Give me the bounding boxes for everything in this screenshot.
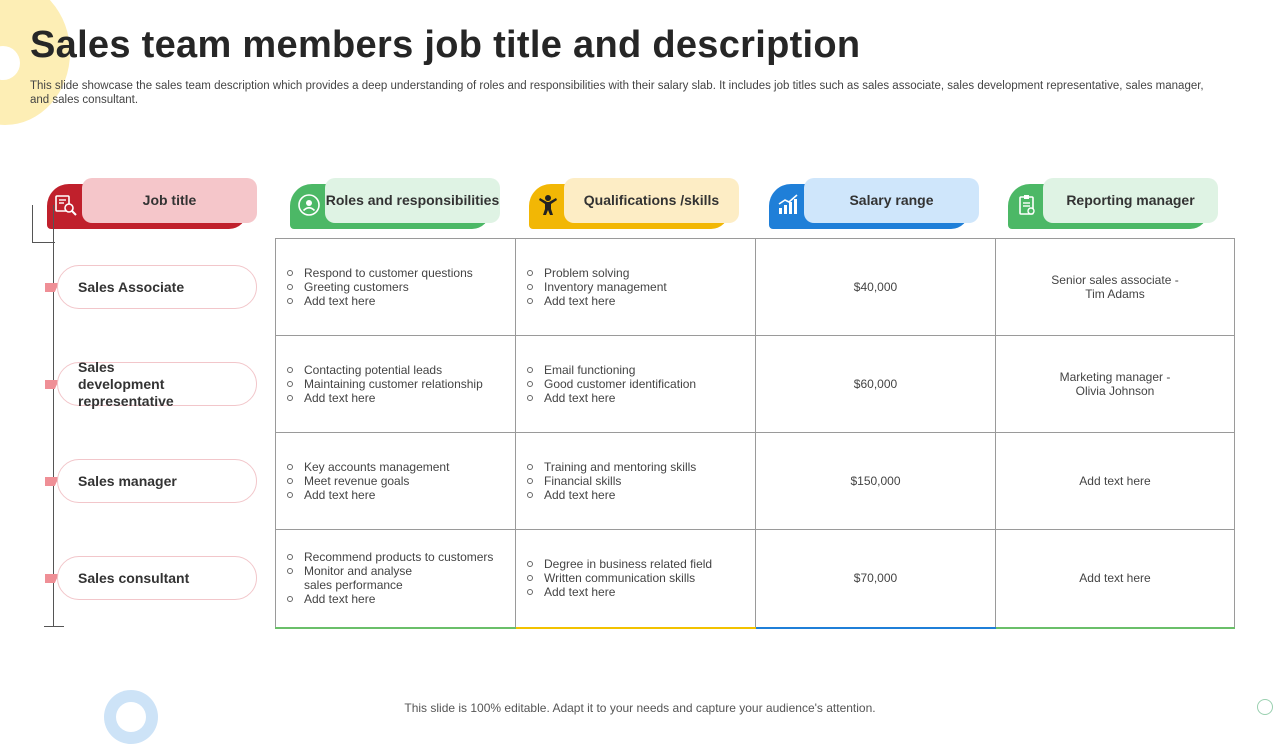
- qualifications-cell: [516, 239, 756, 336]
- table-row: [276, 336, 1235, 433]
- list-item: Recommend products to customers: [286, 550, 515, 564]
- list-item: Training and mentoring skills: [526, 460, 755, 474]
- header-job-title: [47, 178, 257, 229]
- timeline-line: [53, 205, 54, 627]
- manager-cell: [996, 239, 1235, 336]
- achiever-icon: [535, 192, 561, 218]
- header-label: Roles and responsibilities: [325, 178, 500, 223]
- header-label: Salary range: [804, 178, 979, 223]
- list-item: Add text here: [526, 391, 755, 405]
- list-item: Add text here: [286, 488, 515, 502]
- list-item: Email functioning: [526, 363, 755, 377]
- header-roles: [290, 178, 500, 229]
- job-title-label: Sales Associate: [78, 278, 185, 295]
- header-qualifications: [529, 178, 739, 229]
- list-item: Respond to customer questions: [286, 266, 515, 280]
- salary-cell: $70,000: [756, 530, 996, 628]
- header-reporting-manager: [1008, 178, 1218, 229]
- job-title-line-1: Sales: [78, 358, 115, 375]
- growth-chart-icon: [775, 192, 801, 218]
- list-item: Key accounts management: [286, 460, 515, 474]
- salary-cell: $40,000: [756, 239, 996, 336]
- job-title-sales-development-representative: [57, 358, 257, 409]
- timeline-end-tick: [44, 626, 64, 627]
- list-item: Meet revenue goals: [286, 474, 515, 488]
- clipboard-icon: [1014, 192, 1040, 218]
- job-title-label: Sales consultant: [78, 569, 190, 586]
- slide-subtitle: This slide showcase the sales team description which provides a deep understanding of roles and responsibilities with their salary slab. It includes job titles such as sales associate, sales development representative, sales manager, and sales consultant.: [30, 80, 1204, 106]
- list-item: Add text here: [526, 585, 755, 599]
- salary-cell: $150,000: [756, 433, 996, 530]
- manager-line-2: Olivia Johnson: [1075, 384, 1155, 398]
- roles-cell: [276, 336, 516, 433]
- person-circle-icon: [296, 192, 322, 218]
- job-title-sales-consultant: [57, 556, 257, 600]
- list-item: Degree in business related field: [526, 557, 755, 571]
- salary-cell: $60,000: [756, 336, 996, 433]
- list-item: Good customer identification: [526, 377, 755, 391]
- list-item: Problem solving: [526, 266, 755, 280]
- header-label: Qualifications /skills: [564, 178, 739, 223]
- slide-footer: This slide is 100% editable. Adapt it to your needs and capture your audience's attention.: [404, 701, 876, 715]
- roles-cell: [276, 530, 516, 628]
- roles-cell: [276, 239, 516, 336]
- list-item: Financial skills: [526, 474, 755, 488]
- manager-cell: Add text here: [996, 530, 1235, 628]
- list-item: [286, 564, 515, 592]
- roles-cell: [276, 433, 516, 530]
- job-title-sales-manager: [57, 459, 257, 503]
- table-row: [276, 530, 1235, 628]
- manager-line-1: Senior sales associate -: [1051, 273, 1179, 287]
- qualifications-cell: [516, 530, 756, 628]
- list-item: Contacting potential leads: [286, 363, 515, 377]
- job-search-icon: [53, 192, 79, 218]
- list-item: Written communication skills: [526, 571, 755, 585]
- job-title-line-2: development representative: [78, 375, 174, 409]
- header-label: Reporting manager: [1043, 178, 1218, 223]
- list-item-line-1: Monitor and analyse: [304, 564, 413, 579]
- header-label: Job title: [82, 178, 257, 223]
- header-salary: [769, 178, 979, 229]
- job-title-label: [78, 359, 256, 410]
- list-item: Add text here: [286, 391, 515, 405]
- table-row: [276, 433, 1235, 530]
- job-title-label: Sales manager: [78, 472, 177, 489]
- job-title-sales-associate: [57, 265, 257, 309]
- qualifications-cell: [516, 336, 756, 433]
- manager-cell: Add text here: [996, 433, 1235, 530]
- list-item-line-2: sales performance: [304, 578, 403, 593]
- list-item: Add text here: [526, 488, 755, 502]
- list-item: Inventory management: [526, 280, 755, 294]
- job-details-table: [275, 238, 1235, 629]
- qualifications-cell: [516, 433, 756, 530]
- list-item: Maintaining customer relationship: [286, 377, 515, 391]
- list-item: Add text here: [526, 294, 755, 308]
- manager-cell: [996, 336, 1235, 433]
- timeline-connector-top: [32, 205, 55, 243]
- manager-line-1: Marketing manager -: [1059, 370, 1171, 384]
- list-item: Add text here: [286, 294, 515, 308]
- list-item: Greeting customers: [286, 280, 515, 294]
- table-row: [276, 239, 1235, 336]
- list-item: Add text here: [286, 592, 515, 606]
- manager-line-2: Tim Adams: [1085, 287, 1145, 301]
- slide-title: Sales team members job title and description: [30, 24, 861, 66]
